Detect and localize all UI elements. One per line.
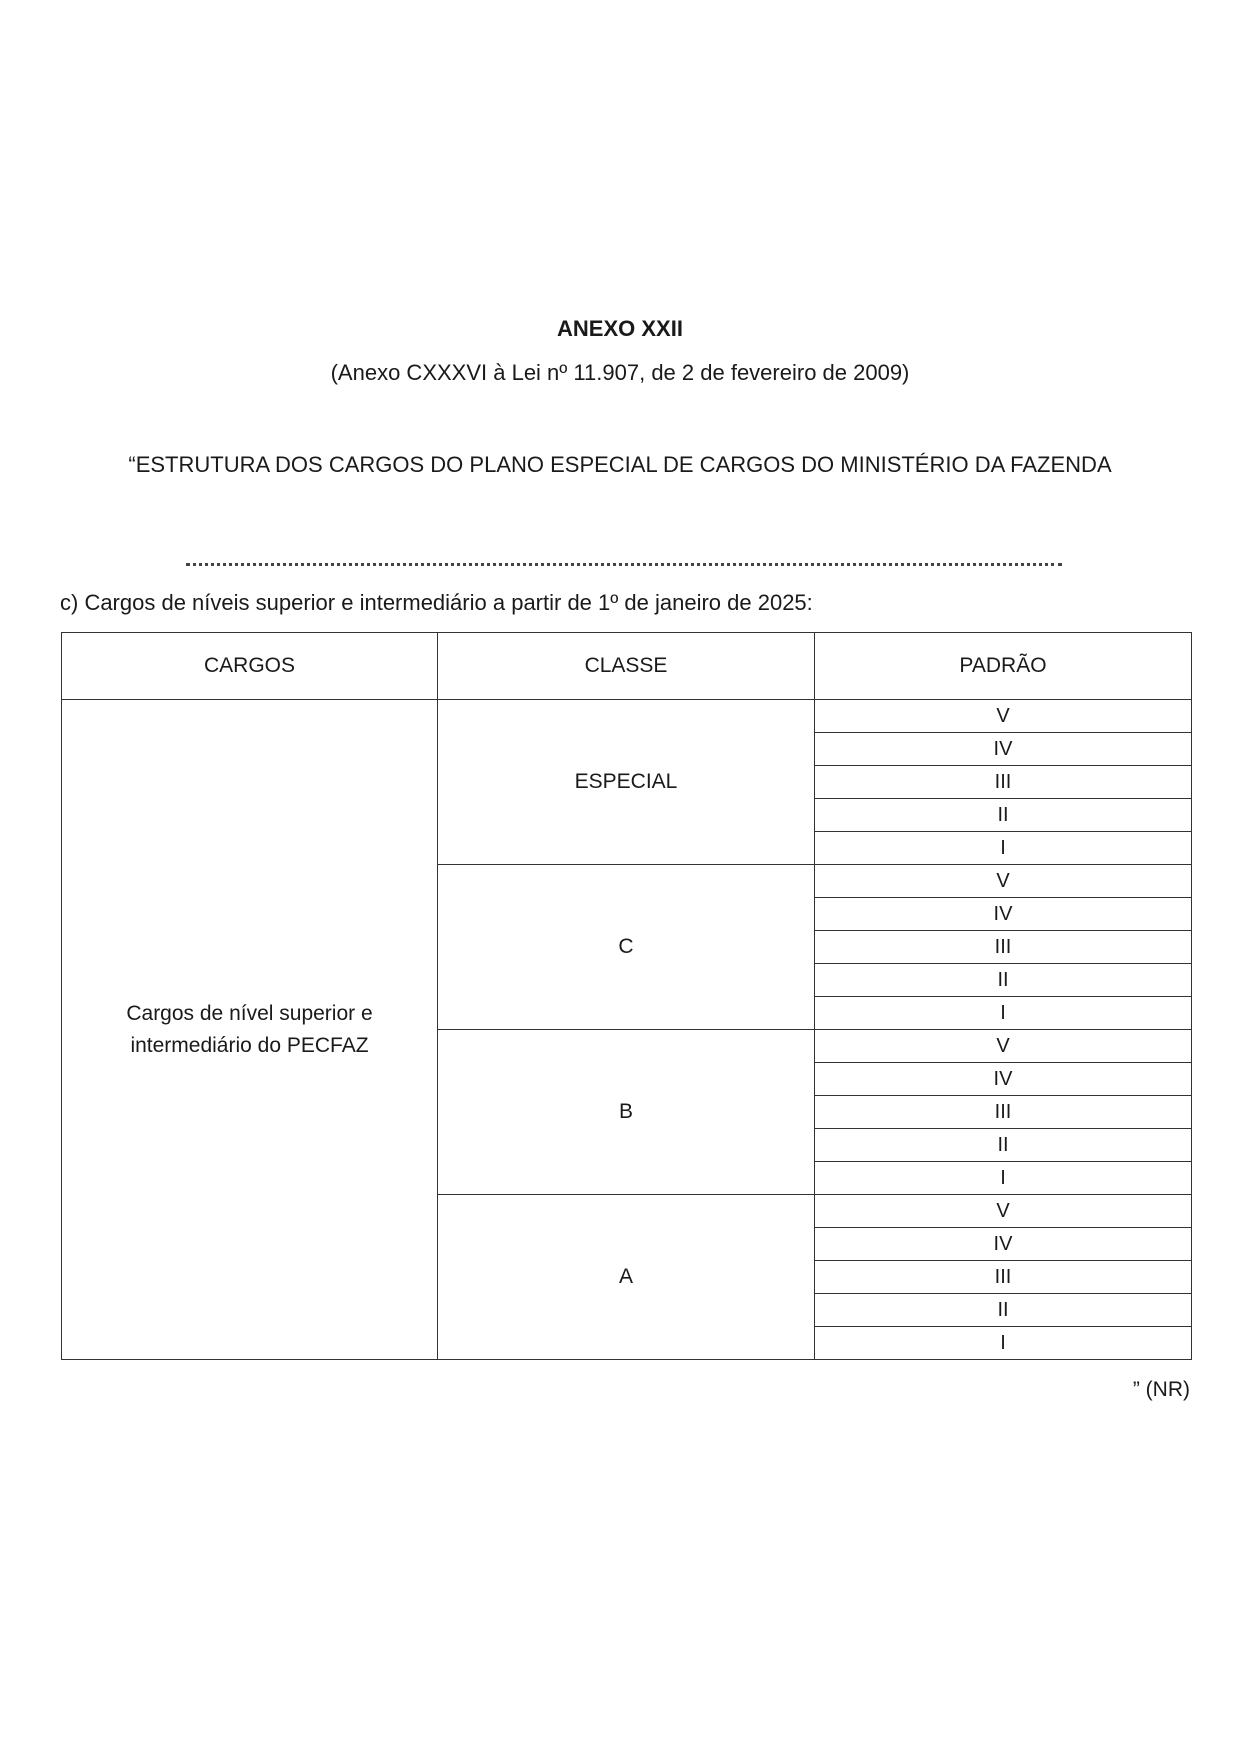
classe-cell: ESPECIAL <box>438 700 815 865</box>
closing-note: ” (NR) <box>1132 1378 1190 1401</box>
padrao-cell: III <box>815 1096 1192 1129</box>
structure-title: “ESTRUTURA DOS CARGOS DO PLANO ESPECIAL DE CARGOS DO MINISTÉRIO DA FAZENDA <box>128 452 1112 477</box>
cargo-line-2: intermediário do PECFAZ <box>130 1033 369 1057</box>
padrao-cell: I <box>815 832 1192 865</box>
padrao-cell: I <box>815 997 1192 1030</box>
classe-cell: C <box>438 865 815 1030</box>
padrao-cell: II <box>815 1294 1192 1327</box>
annex-title: ANEXO XXII <box>557 316 683 341</box>
padrao-cell: III <box>815 931 1192 964</box>
classe-cell: B <box>438 1030 815 1195</box>
padrao-cell: V <box>815 1195 1192 1228</box>
cargo-cell <box>62 700 438 1360</box>
padrao-cell: II <box>815 799 1192 832</box>
padrao-cell: III <box>815 766 1192 799</box>
padrao-cell: III <box>815 1261 1192 1294</box>
table-header-row <box>62 633 1192 700</box>
padrao-cell: IV <box>815 1063 1192 1096</box>
padrao-cell: IV <box>815 898 1192 931</box>
header-classe: CLASSE <box>438 633 815 700</box>
padrao-cell: V <box>815 1030 1192 1063</box>
classe-cell: A <box>438 1195 815 1360</box>
padrao-cell: V <box>815 865 1192 898</box>
header-cargos: CARGOS <box>62 633 438 700</box>
annex-subtitle: (Anexo CXXXVI à Lei nº 11.907, de 2 de fevereiro de 2009) <box>330 360 910 385</box>
padrao-cell: IV <box>815 733 1192 766</box>
cargos-table <box>61 632 1192 1360</box>
padrao-cell: IV <box>815 1228 1192 1261</box>
table-row <box>62 700 1192 733</box>
section-intro: c) Cargos de níveis superior e intermediário a partir de 1º de janeiro de 2025: <box>60 590 813 615</box>
padrao-cell: I <box>815 1162 1192 1195</box>
padrao-cell: II <box>815 1129 1192 1162</box>
padrao-cell: II <box>815 964 1192 997</box>
dotted-separator <box>186 563 1062 566</box>
header-padrao: PADRÃO <box>815 633 1192 700</box>
padrao-cell: I <box>815 1327 1192 1360</box>
cargo-line-1: Cargos de nível superior e <box>126 1001 373 1025</box>
padrao-cell: V <box>815 700 1192 733</box>
